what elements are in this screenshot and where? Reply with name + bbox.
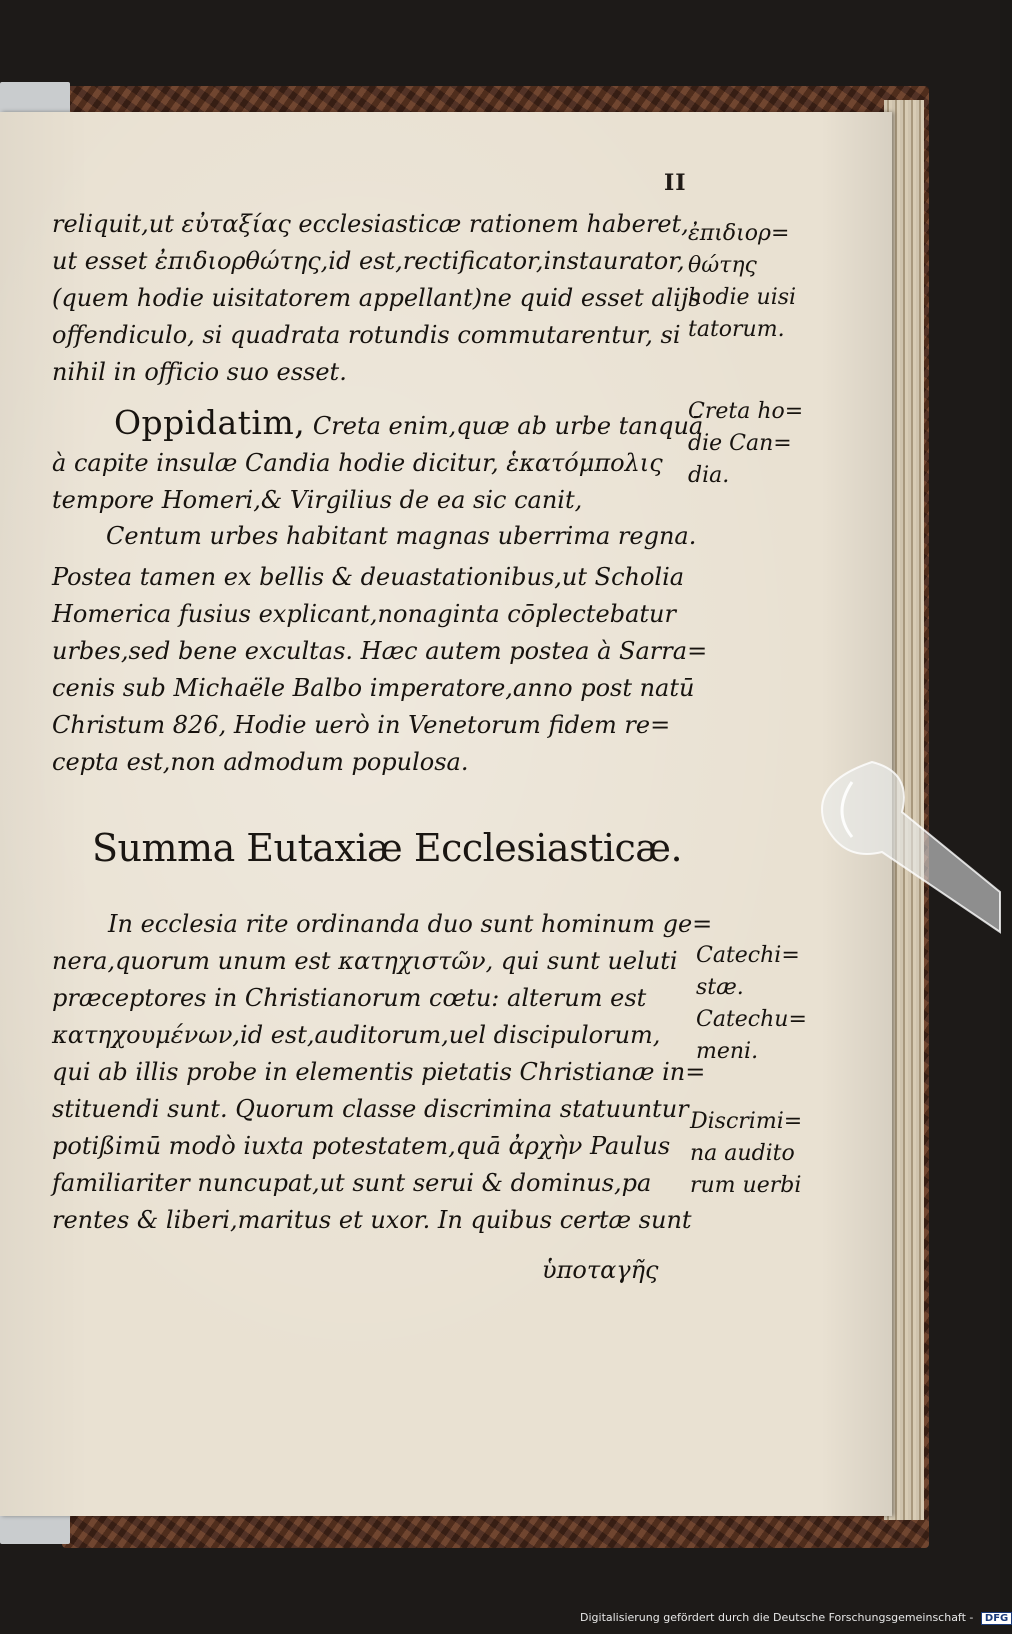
text-line: nihil in officio suo esset. [52,358,347,386]
margin-line: tatorum. [688,317,785,342]
credit-text: Digitalisierung gefördert durch die Deutsche Forschungsgemeinschaft - [580,1611,974,1624]
margin-line: Catechi= [696,943,800,968]
paragraph-2 [52,404,703,519]
margin-line: dia. [688,463,730,488]
margin-note-visitator [688,218,796,346]
text-line: κατηχουμένων,id est,auditorum,uel discipulorum, [52,1021,661,1049]
text-line: nera,quorum unum est κατηχιστῶν, qui sunt ueluti [52,947,678,975]
line-rest: Creta enim,quæ ab urbe tanquā [312,412,704,440]
text-line: reliquit,ut εὐταξίας ecclesiasticæ rationem haberet, [52,210,689,238]
paragraph-3 [52,559,707,781]
margin-line: Catechu= [696,1007,807,1032]
text-line: In ecclesia rite ordinanda duo sunt hominum ge= [108,910,713,938]
page-folio: II [664,170,687,196]
text-line: ut esset ἐπιδιορθώτης,id est,rectificator,instaurator, [52,247,685,275]
margin-note-discrimina [690,1106,802,1202]
margin-note-catechistae [696,940,807,1068]
text-line [52,404,703,445]
digitization-credit [580,1611,1012,1625]
margin-line: Discrimi= [690,1109,803,1134]
margin-line: die Can= [688,431,792,456]
text-line: urbes,sed bene excultas. Hæc autem postea à Sarra= [52,637,708,665]
catchword: ὑποταγῆς [542,1256,659,1284]
text-line: rentes & liberi,maritus et uxor. In quibus certæ sunt [52,1206,692,1234]
text-line: tempore Homeri,& Virgilius de ea sic canit, [52,486,583,514]
margin-line: θώτης [688,253,757,278]
margin-line: na audito [690,1141,795,1166]
text-line: cepta est,non admodum populosa. [52,748,469,776]
margin-line: meni. [696,1039,759,1064]
text-line: Postea tamen ex bellis & deuastationibus,ut Scholia [52,563,685,591]
verse-quotation: Centum urbes habitant magnas uberrima regna. [106,522,697,550]
margin-note-creta [688,396,803,492]
margin-line: ἐπιδιορ= [688,221,790,246]
section-heading: Summa Eutaxiæ Ecclesiasticæ. [92,826,683,870]
text-line: qui ab illis probe in elementis pietatis Christianæ in= [52,1058,706,1086]
text-line: stituendi sunt. Quorum classe discrimina statuuntur [52,1095,689,1123]
text-line: potißimū modò iuxta potestatem,quā ἀρχὴν Paulus [52,1132,671,1160]
glass-page-clamp [812,742,1000,962]
text-line: Homerica fusius explicant,nonaginta cōplectebatur [52,600,676,628]
text-line: præceptores in Christianorum cœtu: alterum est [52,984,647,1012]
text-line: offendiculo, si quadrata rotundis commutarentur, si [52,321,681,349]
scan-clip-top [0,82,70,116]
paragraph-1 [52,206,701,391]
margin-line: stæ. [696,975,744,1000]
paragraph-4 [52,906,712,1239]
text-line: à capite insulæ Candia hodie dicitur, ἑκατόμπολις [52,449,663,477]
margin-line: rum uerbi [690,1173,802,1198]
text-line: familiariter nuncupat,ut sunt serui & dominus,pa [52,1169,652,1197]
margin-line: Creta ho= [688,399,804,424]
text-line: cenis sub Michaële Balbo imperatore,anno post natū [52,674,695,702]
drop-word: Oppidatim, [114,403,306,442]
text-line: Christum 826, Hodie uerò in Venetorum fidem re= [52,711,671,739]
dfg-logo: DFG [981,1612,1012,1625]
margin-line: hodie uisi [688,285,797,310]
text-line: (quem hodie uisitatorem appellant)ne quid esset alijs [52,284,701,312]
